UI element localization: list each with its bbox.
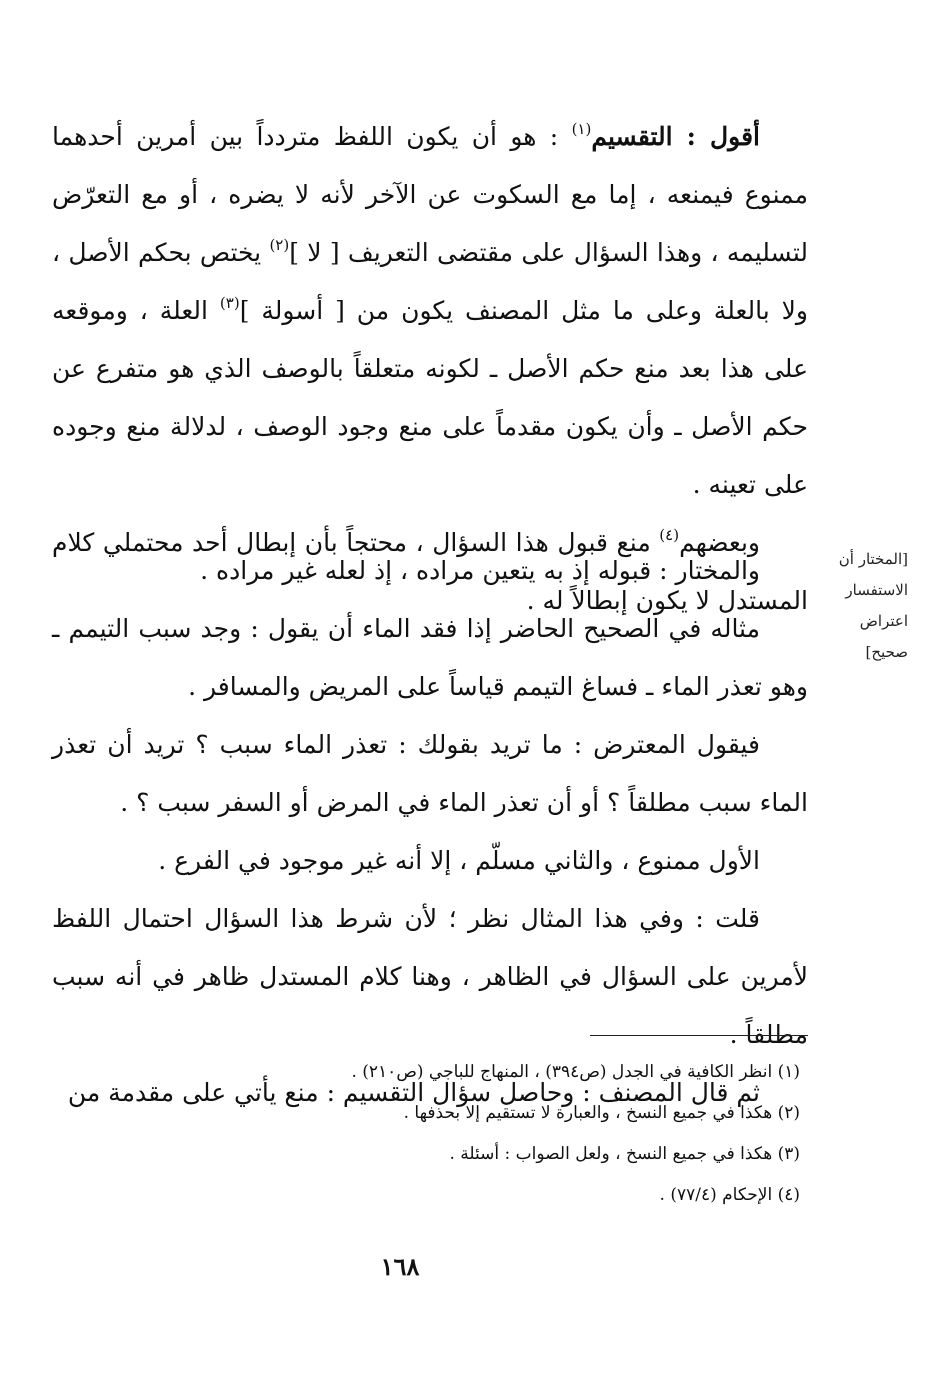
paragraph-objector: فيقول المعترض : ما تريد بقولك : تعذر الماء سبب ؟ تريد أن تعذر الماء سبب مطلقاً ؟ أو أن تعذر الماء في المرض أو السفر سبب ؟ . [52, 730, 808, 817]
paragraph-author-note: قلت : وفي هذا المثال نظر ؛ لأن شرط هذا السؤال احتمال اللفظ لأمرين على السؤال في الظاهر ، وهنا كلام المستدل ظاهر في أنه سبب مطلقاً . [52, 904, 808, 1049]
footnote-4: (٤) الإحكام (٧٧/٤) . [659, 1185, 800, 1205]
paragraph-text: وبعضهم [679, 528, 760, 557]
footnote-3: (٣) هكذا في جميع النسخ ، ولعل الصواب : أسئلة . [449, 1144, 800, 1164]
paragraph-text: منع قبول هذا السؤال ، محتجاً بأن إبطال أحد محتملي كلام المستدل لا يكون إبطالاً له . [52, 528, 808, 615]
footnote-ref-4: (٤) [659, 526, 680, 544]
margin-note-line: الاستفسار [845, 581, 908, 599]
paragraph-text: : هو أن يكون اللفظ متردداً بين أمرين أحدهما ممنوع فيمنعه ، إما مع السكوت عن الآخر لأنه لا يضره ، أو مع التعرّض لتسليمه ، وهذا السؤال على مقتضى التعريف [ لا ] [52, 122, 809, 267]
footnotes [300, 1052, 800, 1216]
margin-note-line: صحيح] [865, 643, 908, 661]
footnote-ref-1: (١) [571, 120, 592, 138]
footnote-ref-2: (٢) [269, 236, 290, 254]
paragraph-taqsim-definition [52, 108, 808, 514]
paragraph-continuation: ثم قال المصنف : وحاصل سؤال التقسيم : منع يأتي على مقدمة من [67, 1078, 760, 1107]
term-taqsim: أقول : التقسيم [591, 122, 760, 151]
margin-note-line: [المختار أن [838, 550, 908, 568]
page-number: ١٦٨ [380, 1252, 420, 1281]
paragraph-text: يختص بحكم الأصل ، ولا بالعلة وعلى ما مثل المصنف يكون من [ أسولة ] [52, 238, 808, 325]
footnote-divider [590, 1035, 808, 1036]
paragraph-answer: الأول ممنوع ، والثاني مسلّم ، إلا أنه غير موجود في الفرع . [158, 846, 760, 875]
footnote-ref-3: (٣) [219, 294, 240, 312]
footnote-1: (١) انظر الكافية في الجدل (ص٣٩٤) ، المنهاج للباجي (ص٢١٠) . [351, 1062, 800, 1082]
margin-note-line: اعتراض [859, 612, 908, 630]
paragraph-example: مثاله في الصحيح الحاضر إذا فقد الماء أن يقول : وجد سبب التيمم ـ وهو تعذر الماء ـ فساغ التيمم قياساً على المريض والمسافر . [52, 614, 808, 701]
margin-note [818, 544, 908, 668]
paragraph-chosen-view: والمختار : قبوله إذ به يتعين مراده ، إذ لعله غير مراده . [200, 556, 760, 585]
paragraph-text: العلة ، وموقعه على هذا بعد منع حكم الأصل ـ لكونه متعلقاً بالوصف الذي هو متفرع عن حكم الأصل ـ وأن يكون مقدماً على منع وجود الوصف ، لدلالة منع وجوده على تعينه . [52, 296, 808, 499]
footnote-2: (٢) هكذا في جميع النسخ ، والعبارة لا تستقيم إلا بحذفها . [403, 1103, 800, 1123]
